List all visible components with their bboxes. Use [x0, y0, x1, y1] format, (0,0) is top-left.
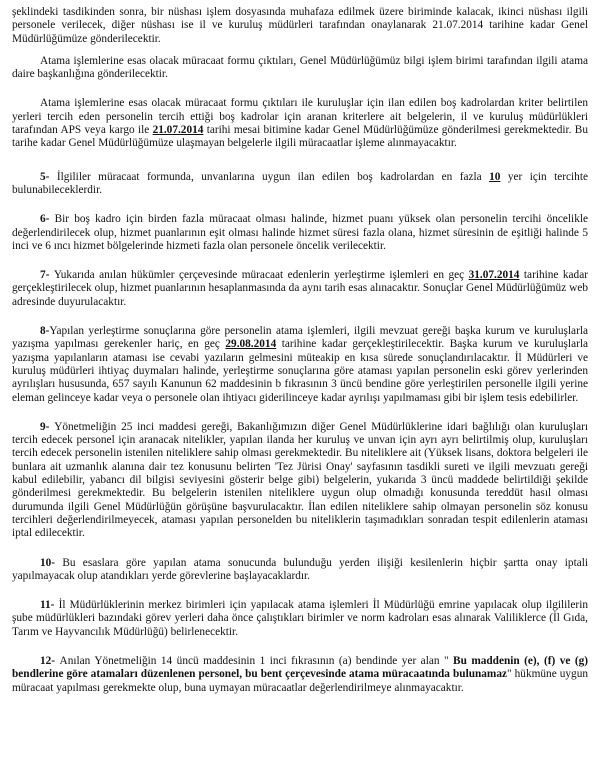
paragraph-10 — [12, 557, 588, 584]
paragraph-text: Bu esaslara göre yapılan atama sonucunda bulunduğu yerden ilişiği kesilenlerin hiçbir şartta onay iptali yapılmayacak olup atandıkları yerde görevlerine başlayacaklardır. — [12, 556, 588, 582]
paragraph-intro — [12, 6, 588, 46]
paragraph-text: Yapılan yerleştirme sonuçlarına göre personelin atama işlemleri, ilgili mevzuat gereği başka kurum ve kuruluşlarla yazışma yapılması gerekenler hariç, en geç — [12, 325, 588, 351]
paragraph-12 — [12, 655, 588, 695]
bold-text: 9- — [40, 420, 55, 433]
paragraph-text: Atama işlemlerine esas olacak müracaat formu çıktıları, Genel Müdürlüğümüz bilgi işlem birimi tarafından ilgili atama daire başkanlığına gönderilecektir. — [12, 54, 588, 81]
paragraph-9 — [12, 421, 588, 541]
underlined-date-text: 29.08.2014 — [225, 338, 277, 351]
paragraph-text: İl Müdürlüklerinin merkez birimleri için yapılacak atama işlemleri İl Müdürlüğü emrine yapılacak olup ilgililerin şube müdürlükleri bazındaki görev yerleri daha önce çalıştıkları birimler ve norm kadroları esas alınarak Valiliklerce (İl Gıda, Tarım ve Hayvancılık Müdürlüğü) belirlenecektir. — [12, 599, 588, 638]
paragraph-6 — [12, 213, 588, 253]
paragraph-text: Bir boş kadro için birden fazla müracaat olması halinde, hizmet puanı yüksek olan personelin tercihi öncelikle değerlendirilecek olup, hizmet puanlarının eşit olması halinde hizmet süresi fazla olana, hizmet süresinin de eşitliği halinde 5 inci ve 6 ıncı hizmet bölgelerinde hizmeti fazla olan personele öncelik verilecektir. — [12, 213, 588, 252]
paragraph-text: tarihine kadar gerçekleştirilecektir. Başka kurum ve kuruluşlarla yazışma yapılanların ataması ise cevabi yazıların gelmesini müteakip en kısa sürede sonuçlandırılacaktır. İl Müdürleri ve kuruluş müdürleri ihtiyaç duymaları halinde, yerleştirme sonuçlarına göre ataması yapılan personelin eski görev yerlerinden ayrılışları hususunda, 657 sayılı Kanunun 62 maddesinin b fıkrasının 3 üncü bendine göre yerleştirilen personelle ilgili yerine eleman gelinceye kadar veya o personele olan ihtiyacı giderilinceye kadar ayrılışı yapılmaması gibi bir işlem tesis edebilirler. — [12, 338, 588, 404]
paragraph-5 — [12, 171, 588, 198]
underlined-date-text: 21.07.2014 — [152, 124, 204, 137]
bold-text: 10- — [40, 556, 63, 569]
bold-text: 5- — [40, 170, 57, 183]
bold-text: 11- — [40, 599, 59, 612]
underlined-date-text: 31.07.2014 — [468, 269, 520, 282]
paragraph-7 — [12, 269, 588, 309]
bold-text: Bu maddenin (e), (f) ve (g) bendlerine göre atamaları düzenlenen personel, bu bent çerçevesinde atama müracaatında bulunamaz — [12, 654, 589, 681]
paragraph-text: Yönetmeliğin 25 inci maddesi gereği, Bakanlığımızın diğer Genel Müdürlüklerine idari bağlılığı olan kuruluşları tercih edecek personel için aranacak nitelikler, yapılan ilanda her kuruluş ve unvan için ayrı ayrı belirtilmiş olup, kuruluşları tercih edecek personelin istenilen niteliklere sahip olması gerekmektedir. Bu niteliklere ait (Yüksek lisans, doktora belgeleri ile bunlara ait uzmanlık alanına dair tez konusunu belirten 'Tez Jürisi Onay' sayfasının tasdikli sureti ve ilgili mevzuatı gereği kabul edilebilir, yabancı dil bilgisi seviyesini gösterir belge gibi) belgelerin, yukarıda 3 üncü maddede belirtildiği şekilde gönderilmesi gerekmektedir. Bu belgelerin istenilen niteliklere uygun olup olmadığı konusunda tereddüt hasıl olması durumunda ilgili Genel Müdürlüğün görüşüne başvurulacaktır. İlan edilen niteliklere sahip olmayan personelin söz konusu tercihleri değerlendirilmeyecek, ataması yapılan personelden bu niteliklerin taşımadıkları sonradan tespit edilenlerin ataması iptal edilecektir. — [12, 420, 588, 540]
paragraph-4b — [12, 97, 588, 150]
paragraph-text: Atama işlemlerine esas olacak müracaat formu çıktıları ile kuruluşlar için ilan edilen boş kadrolardan kriter belirtilen yerleri tercih eden personelin tercih ettiği boş kadrolar için aranan kriterlere ait belgelerin, il ve kuruluş müdürlükleri tarafından APS veya kargo ile — [12, 97, 588, 137]
bold-text: 7- — [40, 269, 54, 282]
bold-text: 8- — [40, 325, 50, 338]
paragraph-4a — [12, 55, 588, 82]
paragraph-text: Anılan Yönetmeliğin 14 üncü maddesinin 1 inci fıkrasının (a) bendinde yer alan " — [59, 654, 454, 667]
paragraph-8 — [12, 325, 588, 405]
paragraph-text: " hükmüne uygun müracaat yapılması gerekmekte olup, buna uymayan müracaatlar değerlendirilmeye alınmayacaktır. — [12, 668, 588, 694]
paragraph-text: Yukarıda anılan hükümler çerçevesinde müracaat edenlerin yerleştirme işlemleri en geç — [53, 269, 469, 282]
paragraph-text: yer için tercihte bulunabileceklerdir. — [12, 170, 588, 196]
paragraph-11 — [12, 599, 588, 639]
paragraph-text: şeklindeki tasdikinden sonra, bir nüshası işlem dosyasında muhafaza edilmek üzere biriminde kalacak, ikinci nüshası ilgili personele verilecek, diğer nüshası ise il ve kuruluş müdürleri tarafından onaylanarak 21.07.2014 tarihine kadar Genel Müdürlüğümüze gönderilecektir. — [12, 6, 588, 45]
paragraph-text: tarihine kadar gerçekleştirilecek olup, hizmet puanlarının hesaplanmasında da aynı tarih esas alınacaktır. Sonuçlar Genel Müdürlüğümüz web adresinde duyurulacaktır. — [12, 269, 588, 308]
paragraph-text: tarihi mesai bitimine kadar Genel Müdürlüğümüze gönderilmesi gerekmektedir. Bu tarihe kadar Genel Müdürlüğümüze ulaşmayan belgelerle ilgili müracaatlar işleme alınmayacaktır. — [12, 124, 588, 150]
paragraph-text: İlgililer müracaat formunda, unvanlarına uygun ilan edilen boş kadrolardan en fazla — [56, 170, 490, 183]
bold-text: 12- — [40, 654, 60, 667]
underlined-date-text: 10 — [489, 170, 501, 183]
bold-text: 6- — [40, 213, 55, 226]
